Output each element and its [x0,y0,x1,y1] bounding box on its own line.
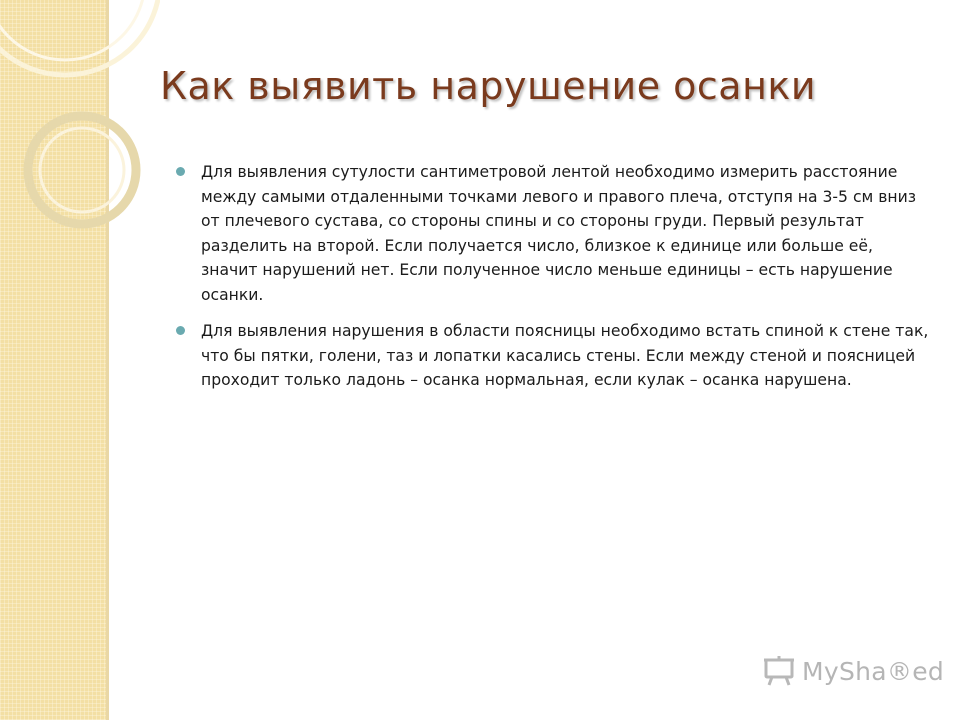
bullet-text: Для выявления сутулости сантиметровой лентой необходимо измерить расстояние между самыми отдаленными точками левого и правого плеча, отступя на 3-5 см вниз от плечевого сустава, со стороны спины и со стороны груди. Первый результат разделить на второй. Если получается число, близкое к единице или больше её, значит нарушений нет. Если полученное число меньше единицы – есть нарушение осанки. [201,163,917,304]
decorative-ring-inner [40,128,124,212]
slide-title: Как выявить нарушение осанки [160,64,817,108]
list-item [176,160,932,307]
bullet-dot-icon [176,326,185,335]
decorative-large-circle-outer [0,0,160,75]
decorative-large-circle-inner [0,0,145,60]
presentation-board-icon [762,654,796,688]
bullet-text: Для выявления нарушения в области поясницы необходимо встать спиной к стене так, что бы пятки, голени, таз и лопатки касались стены. Если между стеной и поясницей проходит только ладонь – осанка нормальная, если кулак – осанка нарушена. [201,322,929,389]
bullet-dot-icon [176,167,185,176]
bullet-list [176,160,932,405]
decorative-circles [0,0,160,260]
decorative-ring-circle [28,116,136,224]
watermark-logo [762,654,944,688]
list-item [176,319,932,393]
watermark-text: MySha®ed [802,656,945,686]
